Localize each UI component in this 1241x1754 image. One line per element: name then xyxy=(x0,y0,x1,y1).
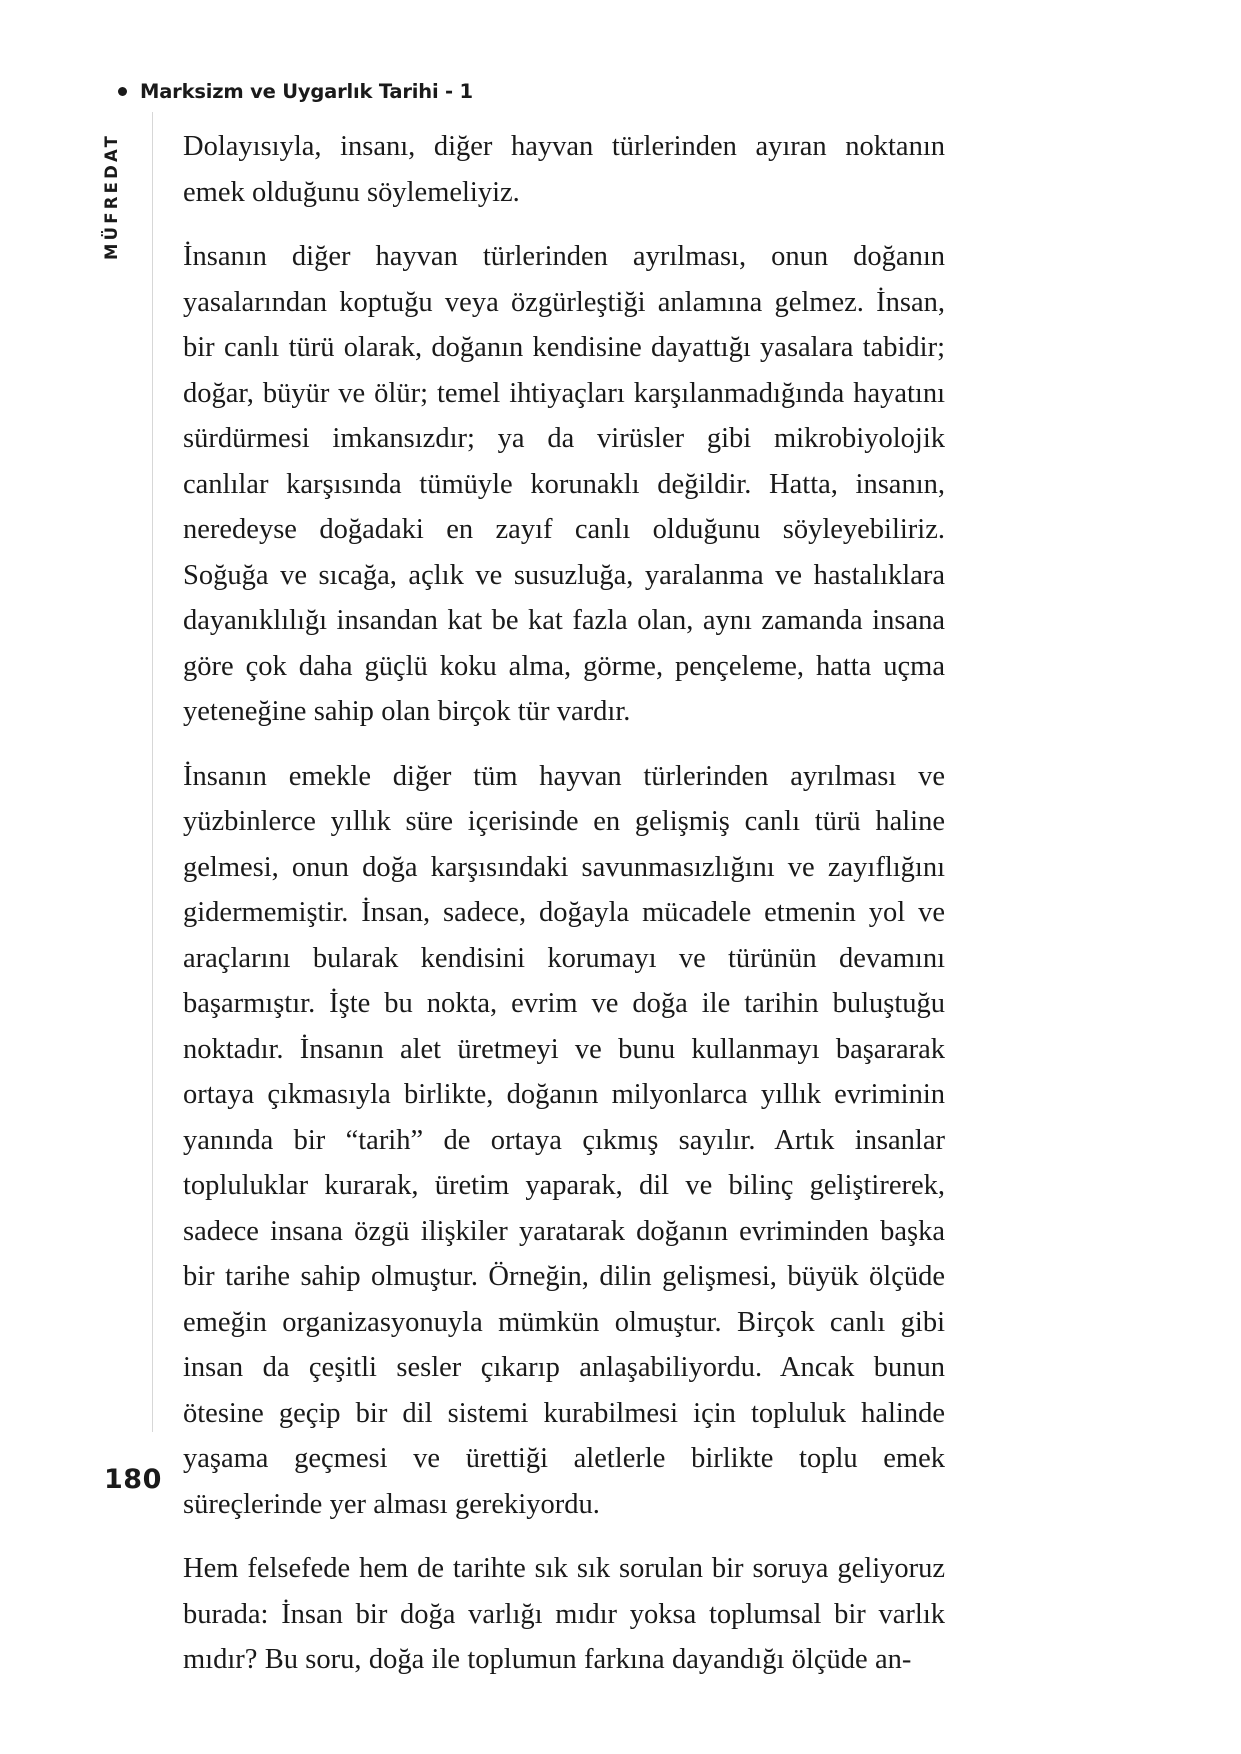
body-paragraph: Dolayısıyla, insanı, diğer hayvan türlerinden ayıran noktanın emek olduğunu söylemeliyiz. xyxy=(183,131,945,208)
body-paragraph: Hem felsefede hem de tarihte sık sık sorulan bir soruya geliyoruz burada: İnsan bir doğa varlığı mıdır yoksa toplumsal bir varlık mıdır? Bu soru, doğa ile toplumun farkına dayandığı ölçüde an- xyxy=(183,1553,945,1675)
body-paragraph: İnsanın diğer hayvan türlerinden ayrılması, onun doğanın yasalarından koptuğu veya özgürleştiği anlamına gelmez. İnsan, bir canlı türü olarak, doğanın kendisine dayattığı yasalara tabidir; doğar, büyür ve ölür; temel ihtiyaçları karşılanmadığında hayatını sürdürmesi imkansızdır; ya da virüsler gibi mikrobiyolojik canlılar karşısında tümüyle korunaklı değildir. Hatta, insanın, neredeyse doğadaki en zayıf canlı olduğunu söyleyebiliriz. Soğuğa ve sıcağa, açlık ve susuzluğa, yaralanma ve hastalıklara dayanıklılığı insandan kat be kat fazla olan, aynı zamanda insana göre çok daha güçlü koku alma, görme, pençeleme, hatta uçma yeteneğine sahip olan birçok tür vardır. xyxy=(183,241,945,727)
section-side-tab-label: MÜFREDAT xyxy=(102,132,121,260)
bullet-icon xyxy=(118,87,127,96)
section-side-tab xyxy=(104,110,138,270)
running-header xyxy=(118,78,473,104)
running-header-title: Marksizm ve Uygarlık Tarihi - 1 xyxy=(140,79,473,103)
column-rule-divider xyxy=(152,112,153,1432)
body-text-column xyxy=(183,124,945,1683)
page-number: 180 xyxy=(104,1464,162,1495)
body-paragraph: İnsanın emekle diğer tüm hayvan türlerinden ayrılması ve yüzbinlerce yıllık süre içerisinde en gelişmiş canlı türü haline gelmesi, onun doğa karşısındaki savunmasızlığını ve zayıflığını gidermemiştir. İnsan, sadece, doğayla mücadele etmenin yol ve araçlarını bularak kendisini korumayı ve türünün devamını başarmıştır. İşte bu nokta, evrim ve doğa ile tarihin buluştuğu noktadır. İnsanın alet üretmeyi ve bunu kullanmayı başararak ortaya çıkmasıyla birlikte, doğanın milyonlarca yıllık evriminin yanında bir “tarih” de ortaya çıkmış sayılır. Artık insanlar topluluklar kurarak, üretim yaparak, dil ve bilinç geliştirerek, sadece insana özgü ilişkiler yaratarak doğanın evriminden başka bir tarihe sahip olmuştur. Örneğin, dilin gelişmesi, büyük ölçüde emeğin organizasyonuyla mümkün olmuştur. Birçok canlı gibi insan da çeşitli sesler çıkarıp anlaşabiliyordu. Ancak bunun ötesine geçip bir dil sistemi kurabilmesi için topluluk halinde yaşama geçmesi ve ürettiği aletlerle birlikte toplu emek süreçlerinde yer alması gerekiyordu. xyxy=(183,760,945,1520)
